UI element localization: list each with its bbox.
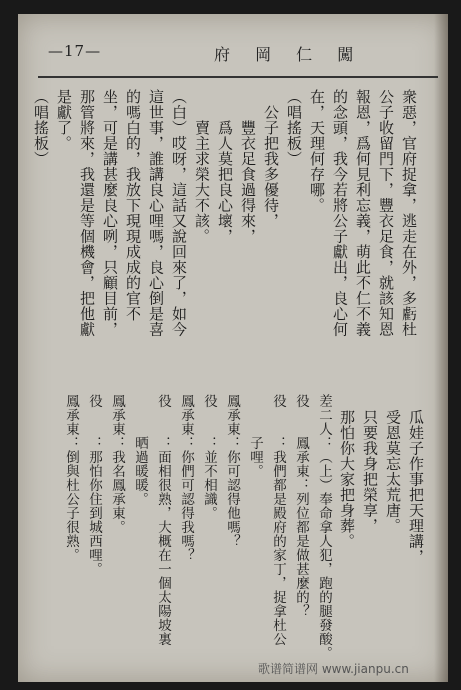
verse-line: 公子把我多優待， bbox=[262, 89, 280, 229]
dialogue-line: 晒過暖暖。 bbox=[132, 394, 148, 506]
dialogue-line: 子哩。 bbox=[247, 394, 263, 478]
text-column: 在，天理何存哪。 bbox=[308, 89, 326, 213]
dialogue-line: 鳳承東：我名鳳承東。 bbox=[109, 394, 125, 534]
text-column: 公子收留門下，豐衣足食，就該知恩 bbox=[377, 89, 395, 337]
stage-direction: （唱搖板） bbox=[32, 89, 50, 167]
dialogue-line: 鳳承東：倒與杜公子很熟。 bbox=[63, 394, 79, 562]
verse-line: 豐衣足食過得來， bbox=[239, 89, 257, 244]
text-column: 是獻了。 bbox=[55, 89, 73, 151]
text-column: 的念頭，我今若將公子獻出，良心何 bbox=[331, 89, 349, 337]
verse-line: 爲人莫把良心壞， bbox=[216, 89, 234, 244]
text-column: （白）哎呀，這話又說回來了，如今 bbox=[170, 89, 188, 337]
dialogue-line: 鳳承東：你們可認得我嗎？ bbox=[178, 394, 194, 562]
dialogue-line: 鳳承東：你可認得他嗎？ bbox=[224, 394, 240, 548]
running-title: 府 岡 仁 闖 bbox=[214, 45, 364, 64]
dialogue-line: 差二人：（上）奉命拿人犯，跑的腿發酸。 bbox=[316, 394, 332, 660]
text-column: 衆惡，官府捉拿，逃走在外，多虧杜 bbox=[400, 89, 418, 337]
verse-line: 受恩莫忘太荒唐。 bbox=[384, 394, 402, 534]
text-column: 的嗎白的，我放下現現成成的官不 bbox=[124, 89, 142, 322]
header-rule bbox=[38, 76, 438, 78]
dialogue-line: 役 ：並不相識。 bbox=[201, 394, 217, 520]
text-column: 這世事，誰講良心哩嗎，良心倒是喜 bbox=[147, 89, 165, 337]
verse-line: 賣主求榮大不該。 bbox=[193, 89, 211, 244]
text-column: 那管將來，我還是等個機會，把他獻 bbox=[78, 89, 96, 337]
stage-direction: （唱搖板） bbox=[285, 89, 303, 167]
verse-line: 瓜娃子作事把天理講， bbox=[407, 394, 425, 565]
page-number: —17— bbox=[48, 42, 102, 60]
text-column: 坐，可是講甚麼良心咧，只顧目前， bbox=[101, 89, 119, 337]
text-column: 報恩，爲何見利忘義，萌此不仁不義 bbox=[354, 89, 372, 337]
dialogue-line: 役 ：面相很熟，大概在一個太陽坡裏 bbox=[155, 394, 171, 646]
page-header bbox=[18, 14, 448, 84]
dialogue-line: 役 ：我們都是殿府的家丁，捉拿杜公 bbox=[270, 394, 286, 646]
book-page bbox=[18, 14, 448, 682]
dialogue-line: 役 鳳承東：列位都是做甚麼的？ bbox=[293, 394, 309, 618]
verse-line: 只要我身把榮享， bbox=[361, 394, 379, 534]
site-watermark: 歌谱简谱网 www.jianpu.cn bbox=[258, 662, 409, 676]
verse-line: 那怕你大家把身葬。 bbox=[338, 394, 356, 549]
dialogue-line: 役 ：那怕你住到城西哩。 bbox=[86, 394, 102, 576]
page-binding-shadow bbox=[434, 14, 448, 682]
